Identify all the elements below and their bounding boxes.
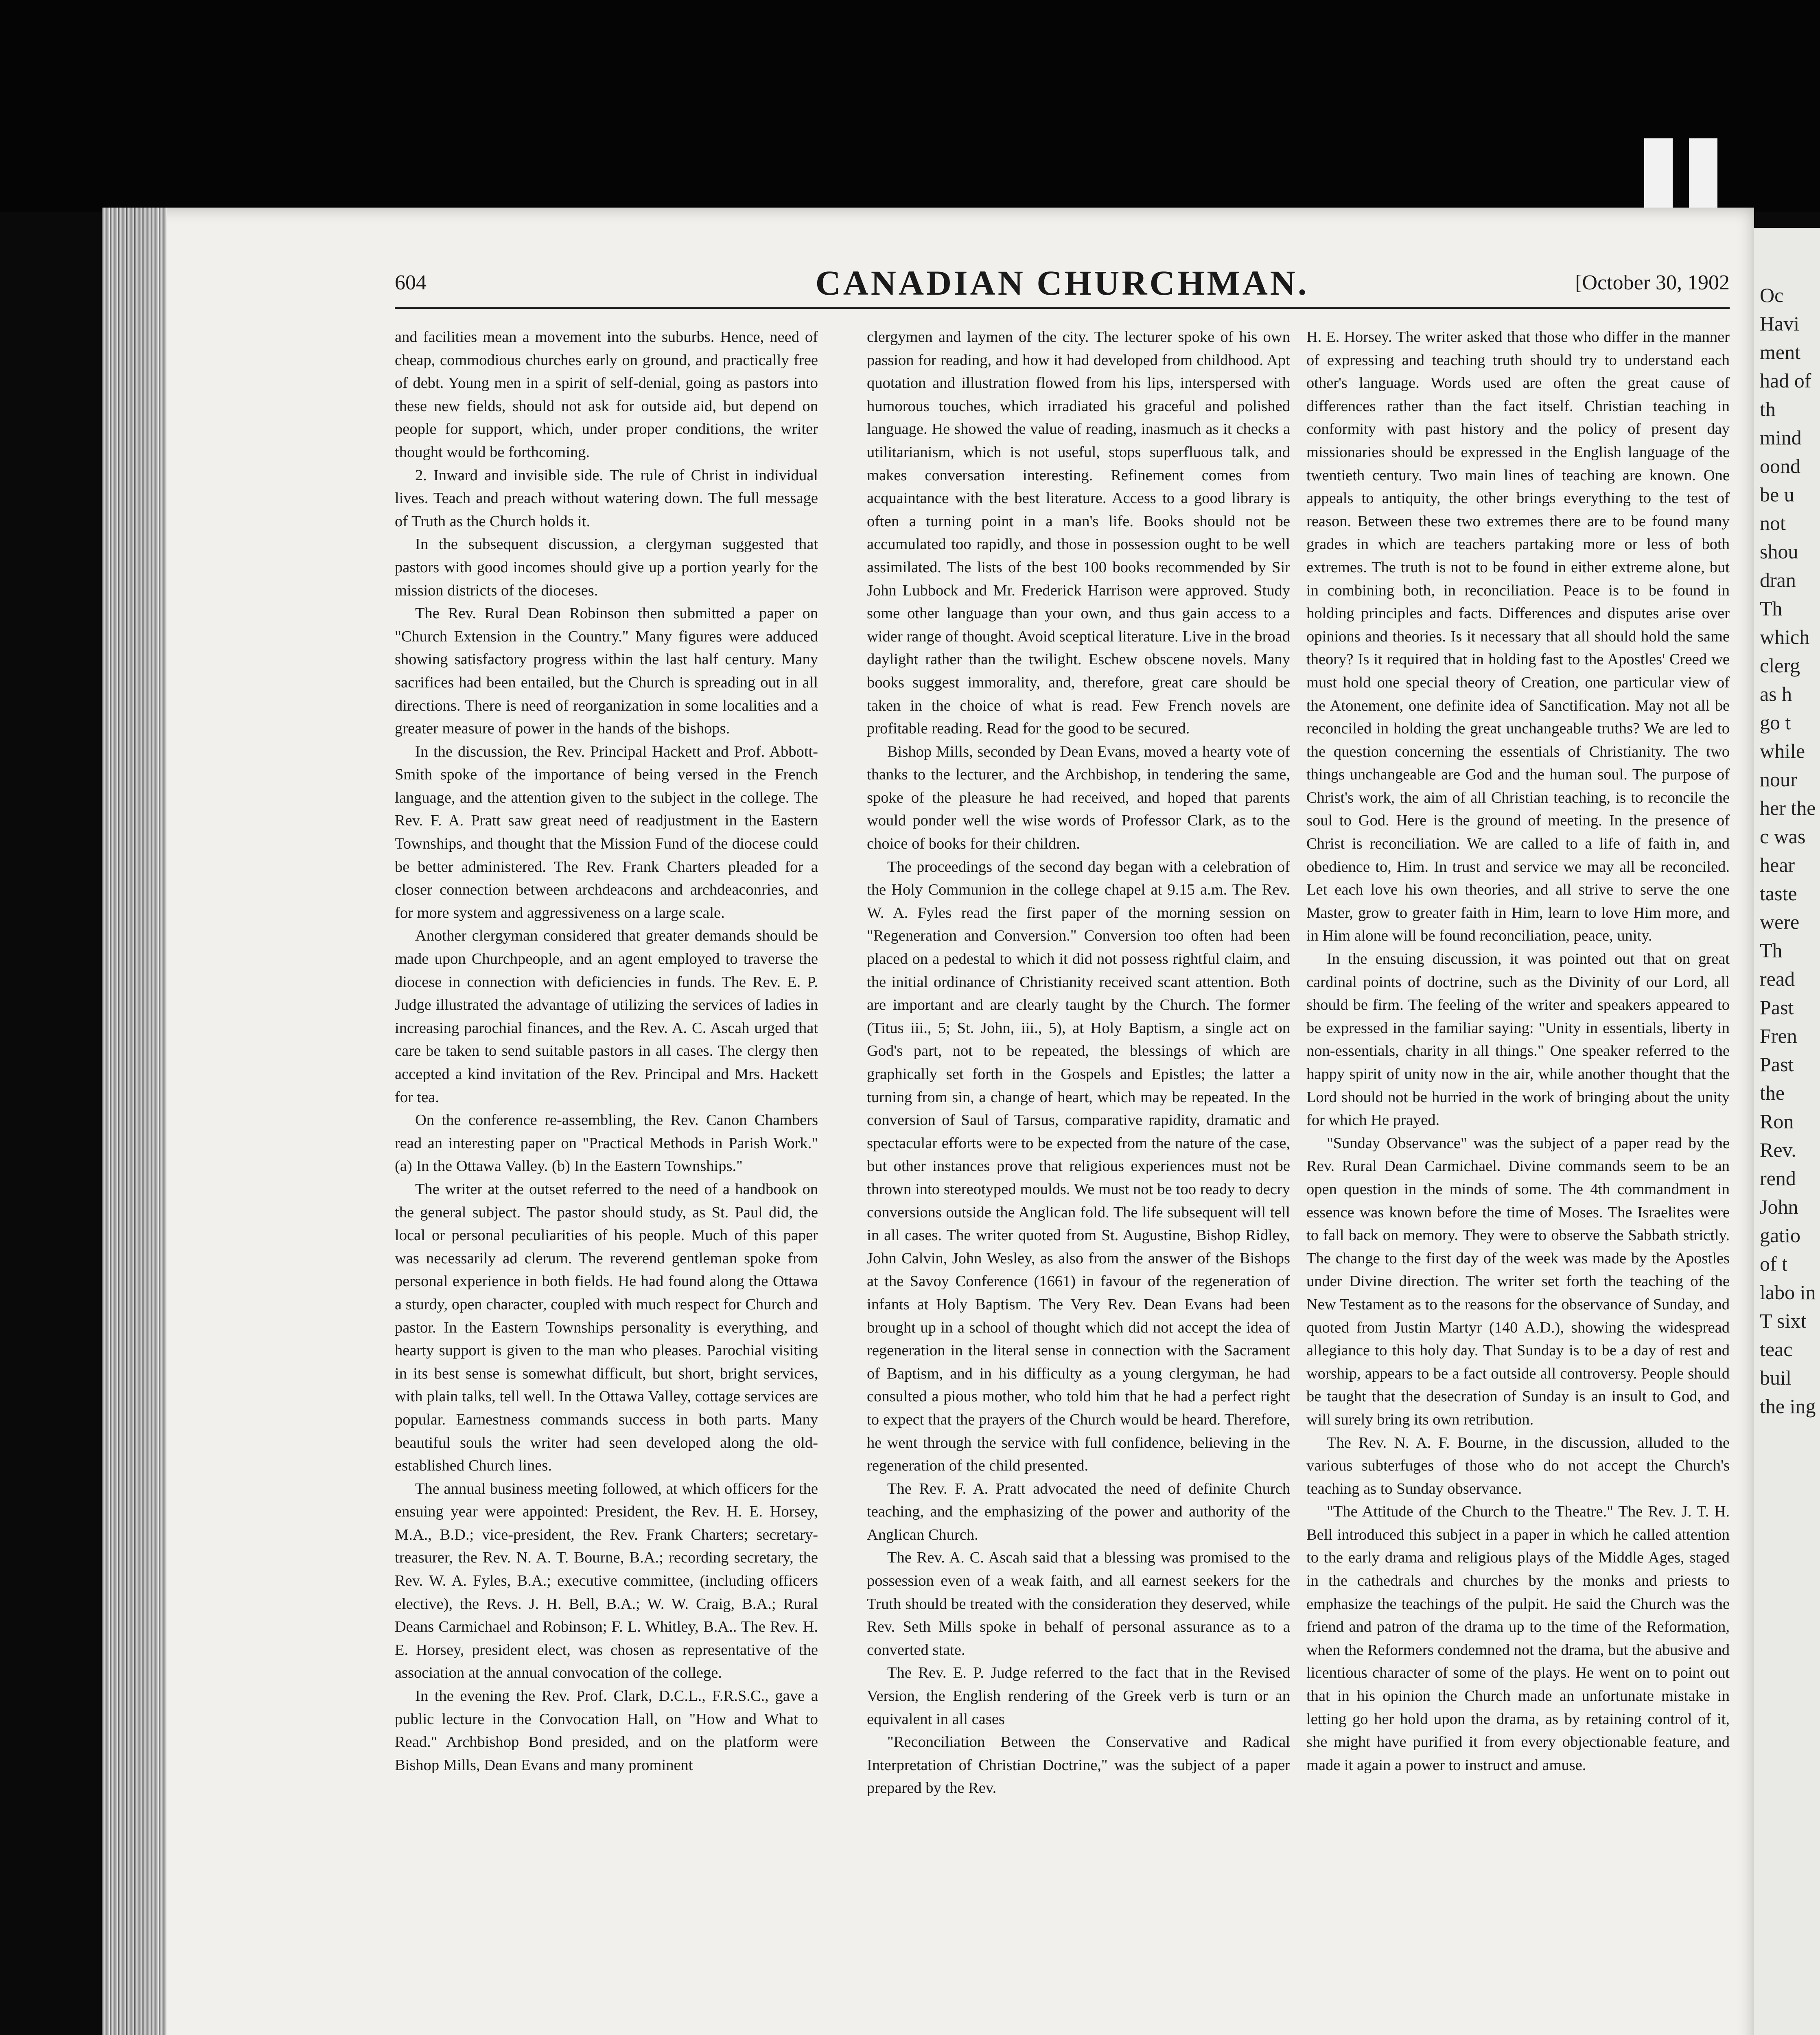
- adjacent-page-text: Oc Havi ment had of th mind oond be u not shou dran Th which clerg as h go t while nour her the c was hear taste were Th read Past Fren Past the Ron Rev. rend John gatio of t labo in T sixt teac buil the ing: [1760, 284, 1816, 1418]
- paragraph: In the evening the Rev. Prof. Clark, D.C.L., F.R.S.C., gave a public lecture in the Convocation Hall, on "How and What to Read." Archbishop Bond presided, and on the platform were Bishop Mills, Dean Evans and many prominent: [395, 1687, 818, 1774]
- paragraph: The Rev. Rural Dean Robinson then submitted a paper on "Church Extension in the Country." Many figures were adduced showing satisfactory progress within the last half century. Many sacrifices had been entailed, but the Church is spreading out in all directions. There is need of reorganization in some localities and a greater measure of power in the hands of the bishops.: [395, 605, 818, 737]
- text-column-2: [867, 326, 1290, 1800]
- paragraph: Bishop Mills, seconded by Dean Evans, moved a hearty vote of thanks to the lecturer, and the Archbishop, in tendering the same, spoke of the pleasure he had received, and hoped that parents would ponder well the wise words of Professor Clark, as to the choice of books for their children.: [867, 743, 1290, 853]
- newspaper-page: [102, 208, 1754, 2035]
- paragraph: In the ensuing discussion, it was pointed out that on great cardinal points of doctrine, such as the Divinity of our Lord, all should be firm. The feeling of the writer and speakers appeared to be expressed in the familiar saying: "Unity in essentials, liberty in non-essentials, charity in all things." One speaker referred to the happy spirit of unity now in the air, while another thought that the Lord should not be hurried in the work of bringing about the unity for which He prayed.: [1306, 950, 1730, 1129]
- text-column-3: [1306, 326, 1730, 1777]
- paragraph: "The Attitude of the Church to the Theatre." The Rev. J. T. H. Bell introduced this subject in a paper in which he called attention to the early drama and religious plays of the Middle Ages, staged in the cathedrals and churches by the monks and priests to emphasize the teachings of the pulpit. He said the Church was the friend and patron of the drama up to the time of the Reformation, when the Reformers condemned not the drama, but the abusive and licentious character of some of the plays. He went on to point out that in his opinion the Church made an unfortunate mistake in letting go her hold upon the drama, as by retaining control of it, she might have purified it from every objectionable feature, and made it again a power to instruct and amuse.: [1306, 1503, 1730, 1774]
- paragraph: In the discussion, the Rev. Principal Hackett and Prof. Abbott-Smith spoke of the importance of being versed in the French language, and the attention given to the subject in the college. The Rev. F. A. Pratt saw great need of readjustment in the Eastern Townships, and thought that the Mission Fund of the diocese could be better administered. The Rev. Frank Charters pleaded for a closer connection between archdeacons and archdeaconries, and for more system and aggressiveness on a large scale.: [395, 743, 818, 921]
- text-column-1: [395, 326, 818, 1777]
- paragraph: The Rev. N. A. F. Bourne, in the discussion, alluded to the various subterfuges of those who do not accept the Church's teaching as to Sunday observance.: [1306, 1434, 1730, 1497]
- page-number: 604: [395, 271, 427, 294]
- masthead-title: CANADIAN CHURCHMAN.: [815, 263, 1309, 302]
- paragraph: and facilities mean a movement into the suburbs. Hence, need of cheap, commodious churches early on ground, and practically free of debt. Young men in a spirit of self-denial, going as pastors into these new fields, should not ask for outside aid, but depend on people for support, which, under proper conditions, the writer thought would be forthcoming.: [395, 328, 818, 461]
- paragraph: The Rev. F. A. Pratt advocated the need of definite Church teaching, and the emphasizing of the power and authority of the Anglican Church.: [867, 1480, 1290, 1543]
- paragraph: The Rev. E. P. Judge referred to the fact that in the Revised Version, the English rendering of the Greek verb is turn or an equivalent in all cases: [867, 1664, 1290, 1728]
- paragraph: The writer at the outset referred to the need of a handbook on the general subject. The pastor should study, as St. Paul did, the local or personal peculiarities of his people. Much of this paper was necessarily ad clerum. The reverend gentleman spoke from personal experience in both fields. He had found along the Ottawa a sturdy, open character, coupled with much respect for Church and pastor. In the Eastern Townships personality is everything, and hearty support is given to the man who pleases. Parochial visiting in its best sense is somewhat difficult, but short, bright services, with plain talks, tell well. In the Ottawa Valley, cottage services are popular. Earnestness commands success in both parts. Many beautiful souls the writer had seen developed along the old-established Church lines.: [395, 1180, 818, 1475]
- paragraph: "Reconciliation Between the Conservative and Radical Interpretation of Christian Doctrine," was the subject of a paper prepared by the Rev.: [867, 1733, 1290, 1797]
- paragraph: 2. Inward and invisible side. The rule of Christ in individual lives. Teach and preach without watering down. The full message of Truth as the Church holds it.: [395, 466, 818, 530]
- paragraph: clergymen and laymen of the city. The lecturer spoke of his own passion for reading, and how it had developed from childhood. Apt quotation and illustration flowed from his lips, interspersed with humorous touches, which irradiated his graceful and polished language. He showed the value of reading, inasmuch as it checks a utilitarianism, which is not useful, stops superfluous talk, and makes conversation interesting. Refinement comes from acquaintance with the best literature. Access to a good library is often a turning point in a man's life. Books should not be accumulated too rapidly, and those in possession ought to be well assimilated. The lists of the best 100 books recommended by Sir John Lubbock and Mr. Frederick Harrison were approved. Study some other language than your own, and thus gain access to a wider range of thought. Avoid sceptical literature. Live in the broad daylight rather than the twilight. Eschew obscene novels. Many books suggest immorality, and, therefore, great care should be taken in the choice of what is read. Few French novels are profitable reading. Read for the good to be secured.: [867, 328, 1290, 737]
- paragraph: The proceedings of the second day began with a celebration of the Holy Communion in the college chapel at 9.15 a.m. The Rev. W. A. Fyles read the first paper of the morning session on "Regeneration and Conversion." Conversion too often had been placed on a pedestal to which it did not possess rightful claim, and the initial ordinance of Christianity received scant attention. Both are important and are clearly taught by the Church. The former (Titus iii., 5; St. John, iii., 5), at Holy Baptism, a single act on God's part, not to be repeated, the blessings of which are graphically set forth in the Gospels and Epistles; the latter a turning from sin, a change of heart, which may be repeated. In the conversion of Saul of Tarsus, comparative rapidity, dramatic and spectacular efforts were to be expected from the nature of the case, but other instances prove that religious experiences must not be thrown into stereotyped moulds. We must not be too ready to decry conversions outside the Anglican fold. The life subsequent will tell in all cases. The writer quoted from St. Augustine, Bishop Ridley, John Calvin, John Wesley, as also from the answer of the Bishops at the Savoy Conference (1661) in favour of the regeneration of infants at Holy Baptism. The Very Rev. Dean Evans had been brought up in a school of thought which did not accept the idea of regeneration in the literal sense in connection with the Sacrament of Baptism, and in his difficulty as a young clergyman, he had consulted a pious mother, who told him that he had a perfect right to expect that the prayers of the Church would be heard. Therefore, he went through the service with full confidence, believing in the regeneration of the child presented.: [867, 858, 1290, 1475]
- paragraph: In the subsequent discussion, a clergyman suggested that pastors with good incomes should give up a portion yearly for the mission districts of the dioceses.: [395, 536, 818, 599]
- paragraph: "Sunday Observance" was the subject of a paper read by the Rev. Rural Dean Carmichael. Divine commands seem to be an open question in the minds of some. The 4th commandment in essence was known before the time of Moses. The Israelites were to fall back on memory. They were to observe the Sabbath strictly. The change to the first day of the week was made by the Apostles under Divine direction. The writer set forth the teaching of the New Testament as to the reasons for the observance of Sunday, and quoted from Justin Martyr (140 A.D.), showing the widespread allegiance to this holy day. That Sunday is to be a day of rest and worship, appears to be a fact outside all controversy. People should be taught that the desecration of Sunday is an insult to God, and will surely bring its own retribution.: [1306, 1134, 1730, 1428]
- paragraph: Another clergyman considered that greater demands should be made upon Churchpeople, and an agent employed to traverse the diocese in connection with deficiencies in funds. The Rev. E. P. Judge illustrated the advantage of utilizing the services of ladies in increasing parochial finances, and the Rev. A. C. Ascah urged that care be taken to send suitable pastors in all cases. The clergy then accepted a kind invitation of the Rev. Principal and Mrs. Hackett for tea.: [395, 927, 818, 1106]
- paragraph: The Rev. A. C. Ascah said that a blessing was promised to the possession even of a weak faith, and all earnest seekers for the Truth should be treated with the consideration they deserved, while Rev. Seth Mills spoke in behalf of personal assurance as to a converted state.: [867, 1549, 1290, 1659]
- scanner-mark-bar: [1644, 138, 1673, 216]
- paragraph: H. E. Horsey. The writer asked that those who differ in the manner of expressing and teaching truth should try to understand each other's language. Words used are often the great cause of differences rather than the fact itself. Christian teaching in conformity with past history and the policy of present day missionaries should be expressed in the English language of the twentieth century. Two main lines of teaching are known. One appeals to antiquity, the other brings everything to the test of reason. Between these two extremes there are to be found many grades in which are teachers partaking more or less of both extremes. The truth is not to be found in either extreme alone, but in combining both, in reconciliation. Peace is to be found in holding principles and facts. Differences and disputes arise over opinions and theories. Is it necessary that all should hold the same theory? Is it required that in holding fast to the Apostles' Creed we must hold one special theory of Creation, one particular view of the Atonement, one definite idea of Sanctification. May not all be reconciled in holding the great unchangeable truths? We are led to the question concerning the essentials of Christianity. The two things unchangeable are God and the human soul. The purpose of Christ's work, the aim of all Christian teaching, is to reconcile the soul to God. Here is the ground of meeting. In the presence of Christ is reconciliation. We are called to a life of faith in, and obedience to, Him. In trust and service we may all be reconciled. Let each love his own theories, and all strive to serve the one Master, grow to greater faith in Him, learn to love Him more, and in Him alone will be found reconciliation, peace, unity.: [1306, 328, 1730, 945]
- scanner-mark-bar: [1689, 138, 1717, 216]
- scanner-top-band: [0, 0, 1820, 212]
- paragraph: On the conference re-assembling, the Rev. Canon Chambers read an interesting paper on "Practical Methods in Parish Work." (a) In the Ottawa Valley. (b) In the Eastern Townships.": [395, 1112, 818, 1175]
- adjacent-page-edge: [1750, 228, 1820, 2035]
- issue-date: [October 30, 1902: [1575, 271, 1730, 294]
- paragraph: The annual business meeting followed, at which officers for the ensuing year were appointed: President, the Rev. H. E. Horsey, M.A., B.D.; vice-president, the Rev. Frank Charters; secretary-treasurer, the Rev. N. A. T. Bourne, B.A.; recording secretary, the Rev. W. A. Fyles, B.A.; executive committee, (including officers elective), the Revs. J. H. Bell, B.A.; W. W. Craig, B.A.; Rural Deans Carmichael and Robinson; F. L. Whitley, B.A.. The Rev. H. E. Horsey, president elect, was chosen as representative of the association at the annual convocation of the college.: [395, 1480, 818, 1682]
- book-gutter: [102, 208, 167, 2035]
- page-header: [395, 254, 1730, 309]
